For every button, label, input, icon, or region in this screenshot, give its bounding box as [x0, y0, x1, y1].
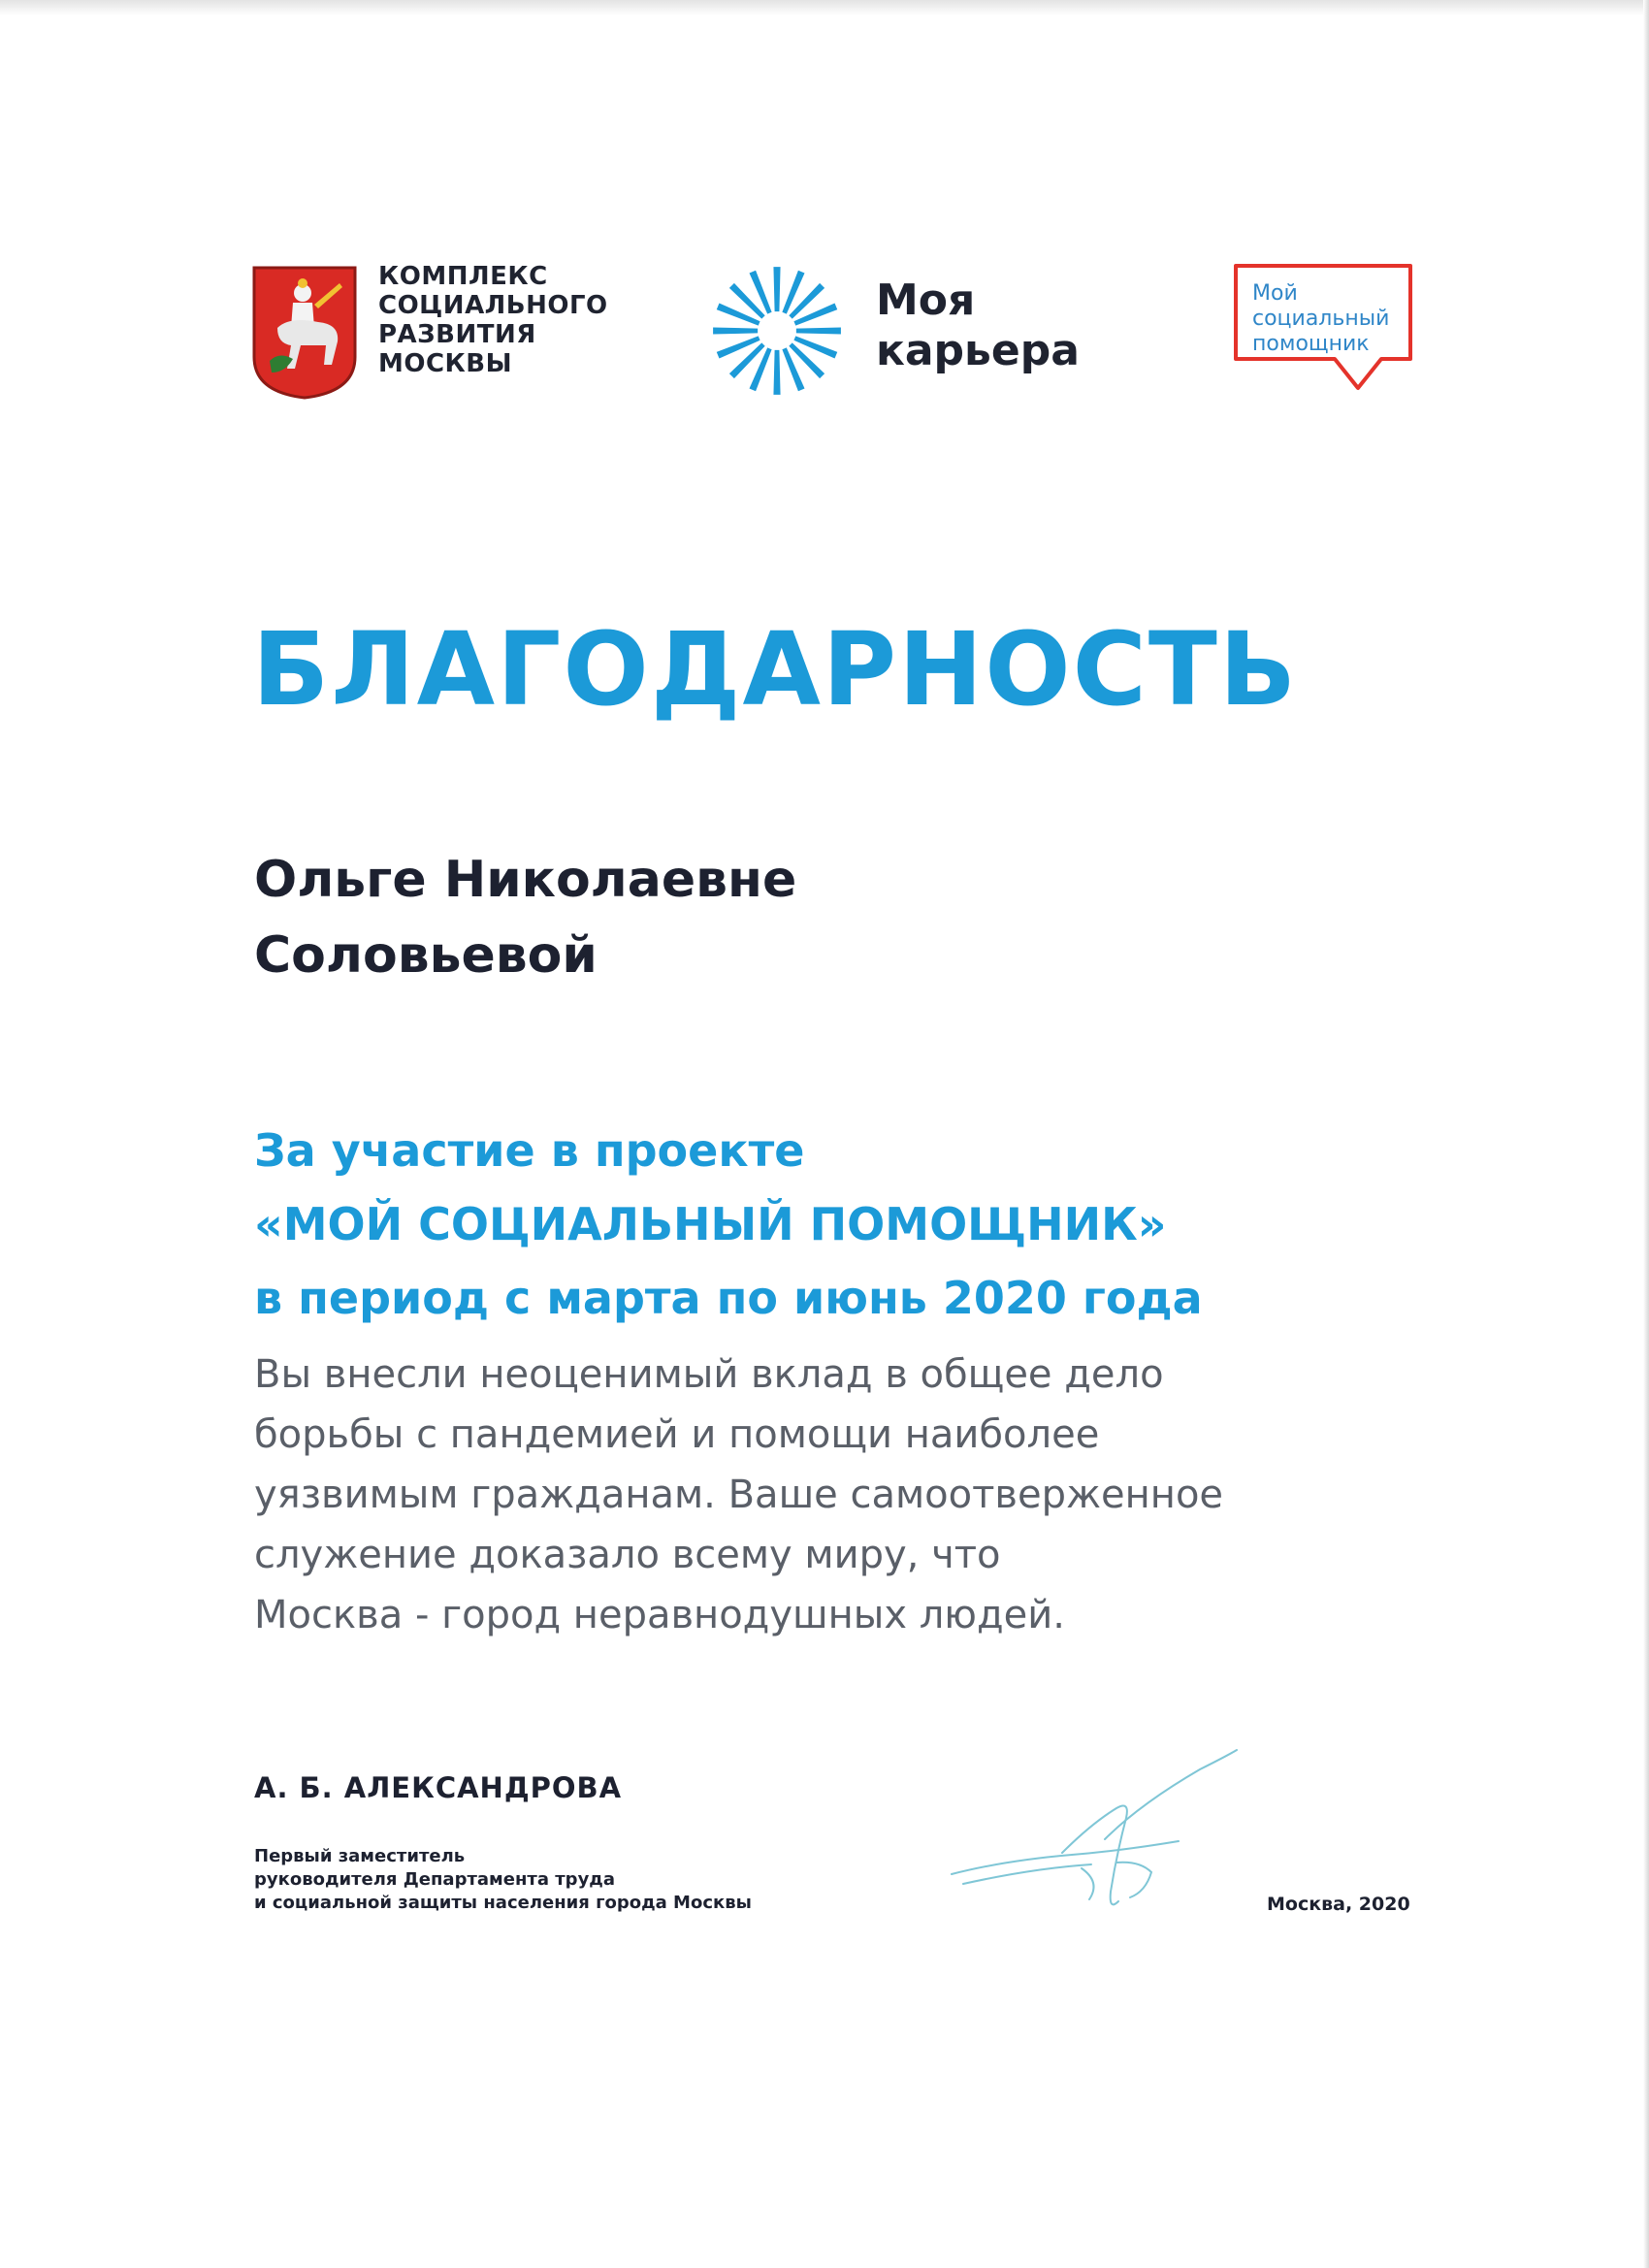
scan-edge-top	[0, 0, 1649, 16]
helper-logo-line: Мой	[1252, 281, 1298, 306]
reason-line: «МОЙ СОЦИАЛЬНЫЙ ПОМОЩНИК»	[254, 1198, 1167, 1250]
position-line: и социальной защиты населения города Москвы	[254, 1893, 752, 1913]
scan-edge-right	[1643, 0, 1649, 2268]
complex-logo-text	[378, 262, 608, 378]
place-date: Москва, 2020	[1267, 1894, 1410, 1915]
body-line: Вы внесли неоценимый вклад в общее дело	[254, 1352, 1164, 1397]
helper-logo-line: помощник	[1252, 332, 1370, 356]
sunburst-ray	[796, 327, 841, 334]
recipient-line: Соловьевой	[254, 926, 598, 985]
award-reason	[254, 1114, 1203, 1335]
helper-logo-text	[1252, 281, 1389, 357]
sunburst-ray	[773, 267, 780, 311]
body-line: борьбы с пандемией и помощи наиболее	[254, 1412, 1100, 1457]
career-logo-line: Моя	[876, 275, 976, 325]
recipient-line: Ольге Николаевне	[254, 851, 797, 909]
handwritten-signature	[946, 1746, 1256, 1944]
sunburst-ray	[773, 350, 780, 395]
complex-logo-line: СОЦИАЛЬНОГО	[378, 291, 608, 320]
complex-logo-line: МОСКВЫ	[378, 349, 513, 378]
body-line: Москва - город неравнодушных людей.	[254, 1593, 1065, 1637]
career-logo-line: карьера	[876, 326, 1080, 375]
sunburst-icon	[708, 262, 846, 404]
complex-logo-line: РАЗВИТИЯ	[378, 320, 536, 349]
gratitude-text	[254, 1345, 1223, 1645]
body-line: служение доказало всему миру, что	[254, 1533, 1001, 1577]
recipient-name	[254, 842, 796, 993]
signatory-position	[254, 1845, 752, 1915]
career-logo-text	[876, 275, 1080, 376]
helper-logo-line: социальный	[1252, 307, 1390, 331]
moscow-coat-of-arms-icon	[250, 264, 359, 404]
complex-logo-line: КОМПЛЕКС	[378, 262, 548, 291]
page-title: БЛАГОДАРНОСТЬ	[252, 610, 1299, 729]
position-line: руководителя Департамента труда	[254, 1869, 615, 1890]
body-line: уязвимым гражданам. Ваше самоотверженное	[254, 1473, 1224, 1517]
position-line: Первый заместитель	[254, 1846, 466, 1866]
sunburst-ray	[713, 327, 758, 334]
reason-line: За участие в проекте	[254, 1124, 805, 1177]
signatory-name: А. Б. АЛЕКСАНДРОВА	[254, 1771, 623, 1804]
reason-line: в период с марта по июнь 2020 года	[254, 1272, 1203, 1324]
